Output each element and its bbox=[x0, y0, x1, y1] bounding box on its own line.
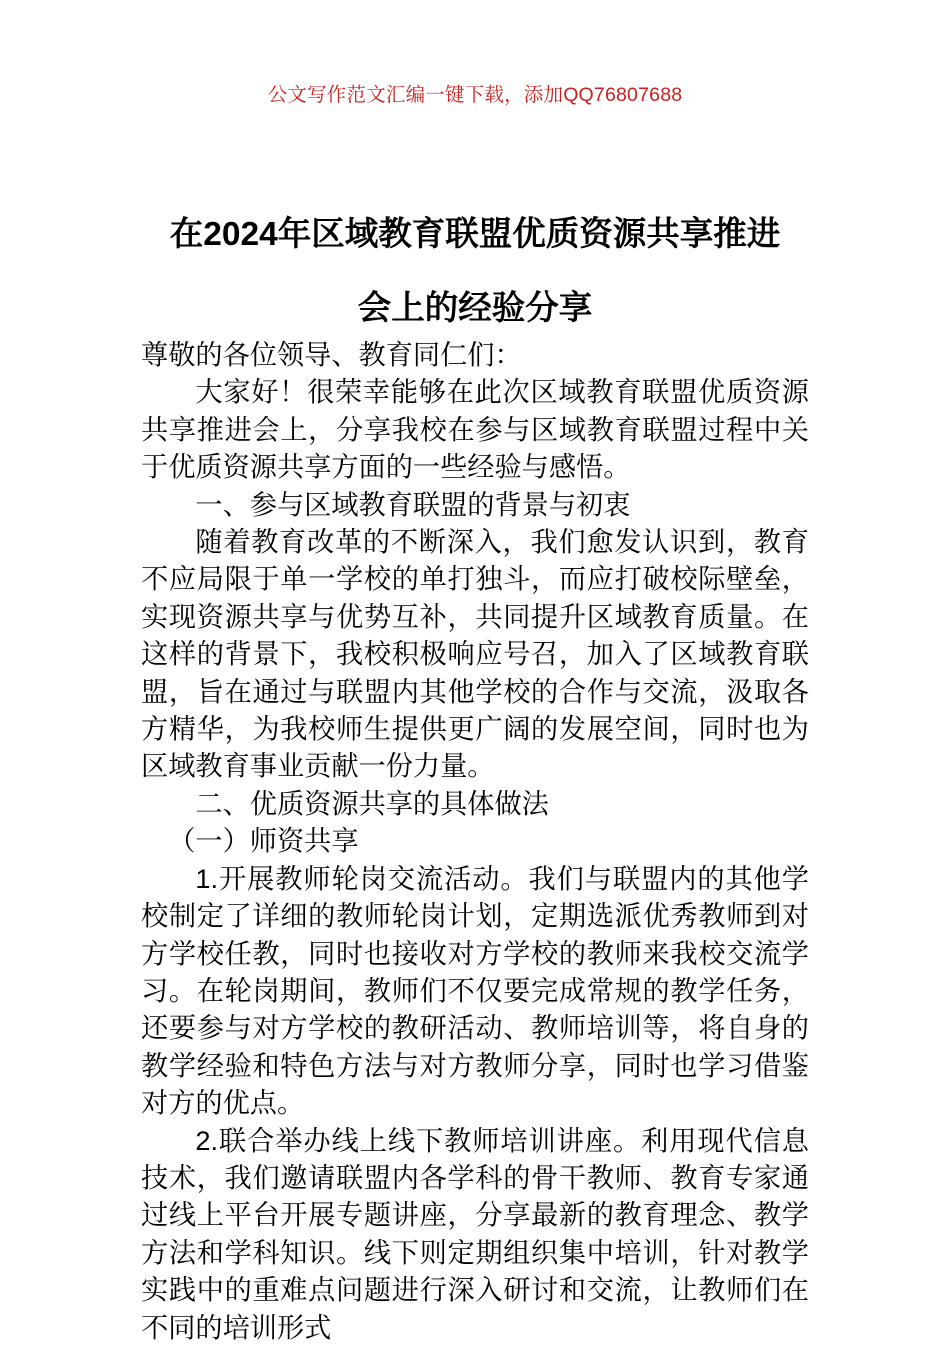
paragraph-section-1-body: 随着教育改革的不断深入，我们愈发认识到，教育不应局限于单一学校的单打独斗，而应打破校际壁垒，实现资源共享与优势互补，共同提升区域教育质量。在这样的背景下，我校积极响应号召，加入了区域教育联盟，旨在通过与联盟内其他学校的合作与交流，汲取各方精华，为我校师生提供更广阔的发展空间，同时也为区域教育事业贡献一份力量。 bbox=[141, 526, 809, 782]
paragraph-heading-2: 二、优质资源共享的具体做法 bbox=[195, 787, 549, 819]
document-title-line-2: 会上的经验分享 bbox=[357, 290, 593, 328]
document-body bbox=[141, 336, 809, 1346]
promo-banner-text: 公文写作范文汇编一键下载，添加QQ76807688 bbox=[267, 84, 683, 106]
paragraph-heading-1: 一、参与区域教育联盟的背景与初衷 bbox=[195, 488, 631, 520]
paragraph-opening: 大家好！很荣幸能够在此次区域教育联盟优质资源共享推进会上，分享我校在参与区域教育联盟过程中关于优质资源共享方面的一些经验与感悟。 bbox=[141, 376, 809, 483]
paragraph-item-2-1-2: 2.联合举办线上线下教师培训讲座。利用现代信息技术，我们邀请联盟内各学科的骨干教师、教育专家通过线上平台开展专题讲座，分享最新的教育理念、教学方法和学科知识。线下则定期组织集中培训，针对教学实践中的重难点问题进行深入研讨和交流，让教师们在不同的培训形式 bbox=[141, 1124, 809, 1343]
paragraph-salutation: 尊敬的各位领导、教育同仁们： bbox=[141, 339, 522, 370]
document-title bbox=[141, 198, 809, 346]
paragraph-subheading-2-1: （一）师资共享 bbox=[168, 825, 359, 857]
document-title-line-1: 在2024年区域教育联盟优质资源共享推进 bbox=[169, 216, 781, 254]
paragraph-item-2-1-1: 1.开展教师轮岗交流活动。我们与联盟内的其他学校制定了详细的教师轮岗计划，定期选派优秀教师到对方学校任教，同时也接收对方学校的教师来我校交流学习。在轮岗期间，教师们不仅要完成常规的教学任务，还要参与对方学校的教研活动、教师培训等，将自身的教学经验和特色方法与对方教师分享，同时也学习借鉴对方的优点。 bbox=[141, 862, 809, 1119]
